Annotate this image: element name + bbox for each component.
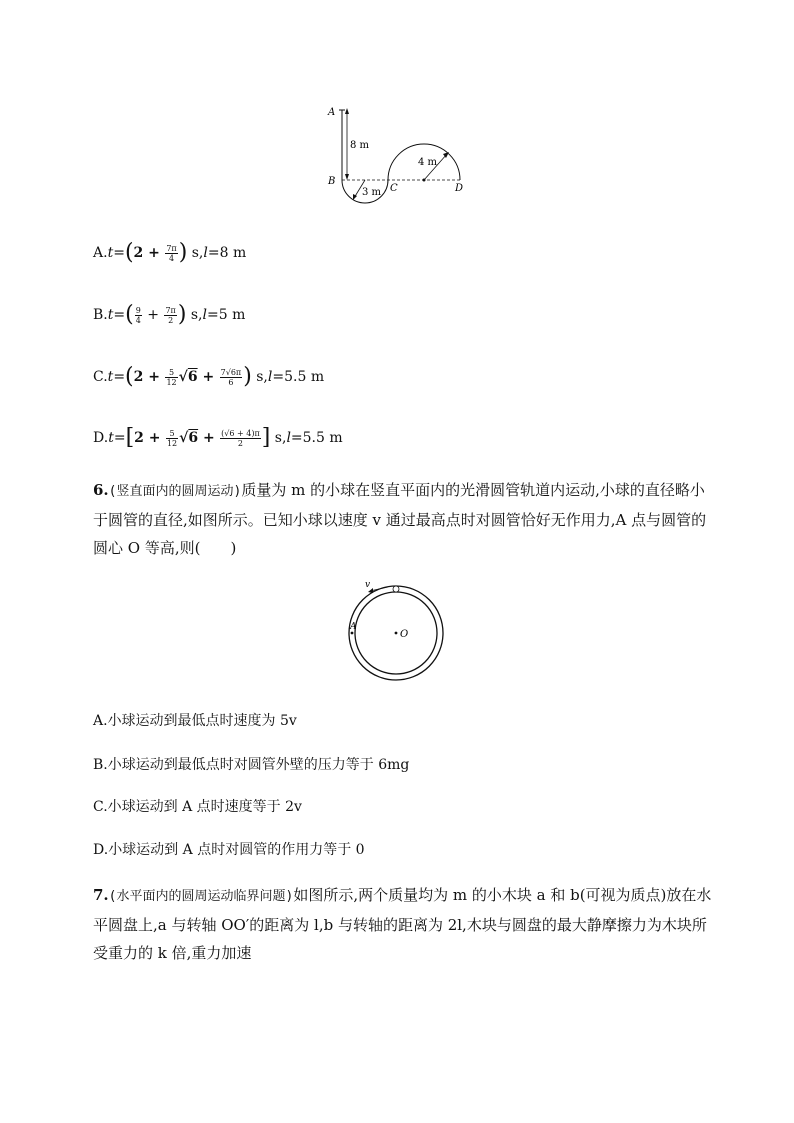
center-o — [395, 632, 398, 635]
circular-tube-diagram — [338, 575, 448, 685]
q6-option-d[interactable]: D.小球运动到 A 点时对圆管的作用力等于 0 — [93, 842, 365, 858]
label-v: v — [365, 580, 371, 590]
height-label: 8 m — [350, 140, 370, 151]
point-a — [351, 632, 354, 635]
large-radius-label: 4 m — [418, 157, 438, 168]
q5-option-c[interactable]: C.t=(2 + $\frac{5}{12}$ √6 + $\frac{7√6\pi}{6}$ ) s,l=5.5 m — [93, 364, 325, 389]
label-b: B — [328, 176, 336, 187]
label-d: D — [455, 183, 464, 194]
label-a: A — [328, 107, 336, 118]
q6-option-c[interactable]: C.小球运动到 A 点时速度等于 2v — [93, 799, 302, 815]
label-a-circle: A — [350, 622, 357, 632]
question-6: 6.(竖直面内的圆周运动)质量为 m 的小球在竖直平面内的光滑圆管轨道内运动,小球的直径略小于圆管的直径,如图所示。已知小球以速度 v 通过最高点时对圆管恰好无作用力,A 点与圆管的圆心 O 等高,则( ) — [93, 481, 707, 557]
label-o: O — [400, 629, 409, 640]
q5-option-b[interactable]: B.t=( $\frac{9}{4}$ + $\frac{7\pi}{2}$ ) s,l=5 m — [93, 302, 246, 327]
q5-option-d[interactable]: D.t=[2 + $\frac{5}{12}$ √6 + $\frac{(√6 + 4)\pi}{2}$ ] s,l=5.5 m — [93, 425, 343, 450]
label-c: C — [390, 183, 398, 194]
question-7: 7.(水平面内的圆周运动临界问题)如图所示,两个质量均为 m 的小木块 a 和 b(可视为质点)放在水平圆盘上,a 与转轴 OO′的距离为 l,b 与转轴的距离为 2l,木块与圆盘的最大静摩擦力为木块所受重力的 k 倍,重力加速 — [93, 886, 712, 962]
track-diagram — [320, 98, 480, 210]
ball — [393, 586, 399, 592]
small-radius-label: 3 m — [362, 187, 382, 198]
q5-option-a[interactable]: A.t=(2 + $\frac{7\pi}{4}$ ) s,l=8 m — [93, 240, 247, 265]
q6-option-b[interactable]: B.小球运动到最低点时对圆管外壁的压力等于 6mg — [93, 757, 410, 773]
q6-option-a[interactable]: A.小球运动到最低点时速度为 5v — [93, 713, 297, 729]
